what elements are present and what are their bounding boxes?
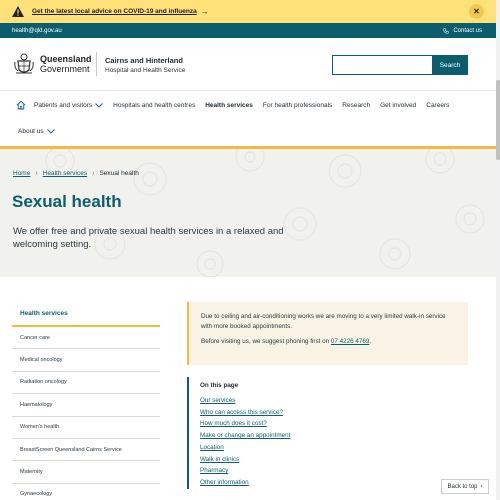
notice-paragraph-1: Due to ceiling and air-conditioning works we are moving to a very limited walk-in service with more booked appointments.	[201, 313, 446, 330]
nav-hospitals-and-health-centres[interactable]	[113, 102, 195, 109]
sidebar-item-gynaecology[interactable]: Gynaecology	[12, 484, 160, 500]
arrow-right-icon: →	[200, 7, 209, 16]
page-title: Sexual health	[12, 192, 122, 211]
service-name-block[interactable]	[105, 56, 185, 74]
chevron-down-icon	[47, 129, 55, 134]
service-notice	[187, 302, 468, 365]
nav-label: About us	[18, 127, 44, 135]
otp-link-cost[interactable]: How much does it cost?	[200, 420, 267, 428]
nav-label: Health services	[205, 101, 253, 109]
notice-suffix: .	[369, 338, 372, 345]
site-search	[332, 55, 468, 75]
nav-careers[interactable]	[426, 102, 449, 109]
service-name: Cairns and Hinterland	[105, 56, 183, 65]
sidebar-item-maternity[interactable]: Maternity	[12, 461, 160, 483]
queensland-government-logo[interactable]	[12, 52, 92, 76]
otp-link-who-can-access[interactable]: Who can access this service?	[200, 408, 283, 416]
nav-about-us[interactable]	[18, 128, 55, 135]
otp-link-our-services[interactable]: Our services	[200, 397, 236, 404]
breadcrumb-home[interactable]: Home	[13, 170, 31, 177]
hero-banner	[0, 149, 500, 277]
warning-icon	[12, 6, 24, 17]
sidebar-heading[interactable]: Health services	[12, 302, 160, 327]
covid-alert-link[interactable]: Get the latest local advice on COVID-19 and influenza	[32, 8, 197, 15]
phone-link[interactable]: 07 4226 4769	[330, 338, 370, 345]
sidebar-item-cancer-care[interactable]: Cancer care	[12, 327, 160, 349]
sidebar-item-breastscreen[interactable]: BreastScreen Queensland Cairns Service	[12, 439, 160, 461]
back-to-top-label: Back to top	[447, 483, 478, 490]
otp-link-pharmacy[interactable]: Pharmacy	[200, 467, 229, 475]
breadcrumb-current: Sexual health	[99, 170, 139, 177]
nav-label: Careers	[426, 101, 450, 109]
nav-label: Hospitals and health centres	[113, 101, 196, 109]
header-divider	[96, 52, 97, 76]
email-link[interactable]: health@qld.gov.au	[12, 27, 62, 34]
search-button[interactable]: Search	[432, 55, 468, 75]
contact-us-label: Contact us	[453, 27, 482, 34]
sidebar-item-womens-health[interactable]: Women's health	[12, 417, 160, 439]
nav-label: Patients and visitors	[34, 101, 93, 109]
notice-prefix: Before visiting us, we suggest phoning first on	[201, 338, 331, 345]
site-header	[0, 38, 500, 90]
scrollbar-thumb[interactable]	[496, 80, 500, 160]
main-navigation	[0, 90, 500, 146]
crest-icon	[12, 52, 36, 76]
utility-bar	[0, 23, 500, 38]
notice-paragraph-2	[201, 337, 458, 347]
nav-get-involved[interactable]	[380, 102, 416, 109]
sidebar-item-medical-oncology[interactable]: Medical oncology	[12, 349, 160, 371]
otp-link-walk-in[interactable]: Walk in clinics	[200, 455, 240, 463]
home-icon[interactable]	[16, 100, 26, 110]
nav-for-health-professionals[interactable]	[263, 102, 332, 109]
contact-us-link[interactable]	[443, 28, 482, 34]
otp-link-other-info[interactable]: Other information	[200, 478, 249, 486]
phone-icon	[443, 28, 449, 34]
nav-label: Research	[342, 101, 371, 109]
otp-link-appointment[interactable]: Make or change an appointment	[200, 432, 291, 440]
search-input[interactable]	[332, 55, 432, 75]
sidebar-item-radiation-oncology[interactable]: Radiation oncology	[12, 372, 160, 394]
chevron-right-icon: ›	[92, 170, 95, 177]
service-subtitle: Hospital and Health Service	[105, 67, 186, 74]
logo-line-1: Queensland	[40, 54, 92, 64]
nav-label: For health professionals	[262, 101, 333, 109]
page-lead: We offer free and private sexual health services in a relaxed and welcoming setting.	[13, 226, 284, 250]
back-to-top-button[interactable]	[441, 479, 489, 494]
hero-background-pattern	[0, 149, 500, 277]
on-this-page-nav	[187, 377, 337, 489]
nav-row-1	[16, 92, 459, 118]
nav-label: Get involved	[380, 101, 417, 109]
breadcrumb	[13, 170, 139, 177]
nav-research[interactable]	[342, 102, 370, 109]
chevron-down-icon	[95, 103, 103, 108]
close-alert-button[interactable]: ✕	[469, 4, 484, 19]
nav-row-2	[18, 118, 65, 144]
on-this-page-title: On this page	[200, 382, 239, 389]
breadcrumb-health-services[interactable]: Health services	[42, 170, 88, 177]
chevron-up-icon: ›	[480, 483, 483, 490]
otp-link-location[interactable]: Location	[200, 443, 224, 451]
scrollbar-track[interactable]	[496, 0, 500, 500]
logo-line-2: Government	[40, 64, 90, 74]
chevron-right-icon: ›	[35, 170, 38, 177]
logo-text	[40, 54, 92, 74]
nav-patients-and-visitors[interactable]	[34, 102, 103, 109]
covid-alert-bar	[0, 0, 500, 23]
section-sidebar	[12, 302, 160, 500]
sidebar-item-haematology[interactable]: Haematology	[12, 394, 160, 416]
nav-health-services[interactable]	[205, 102, 253, 109]
